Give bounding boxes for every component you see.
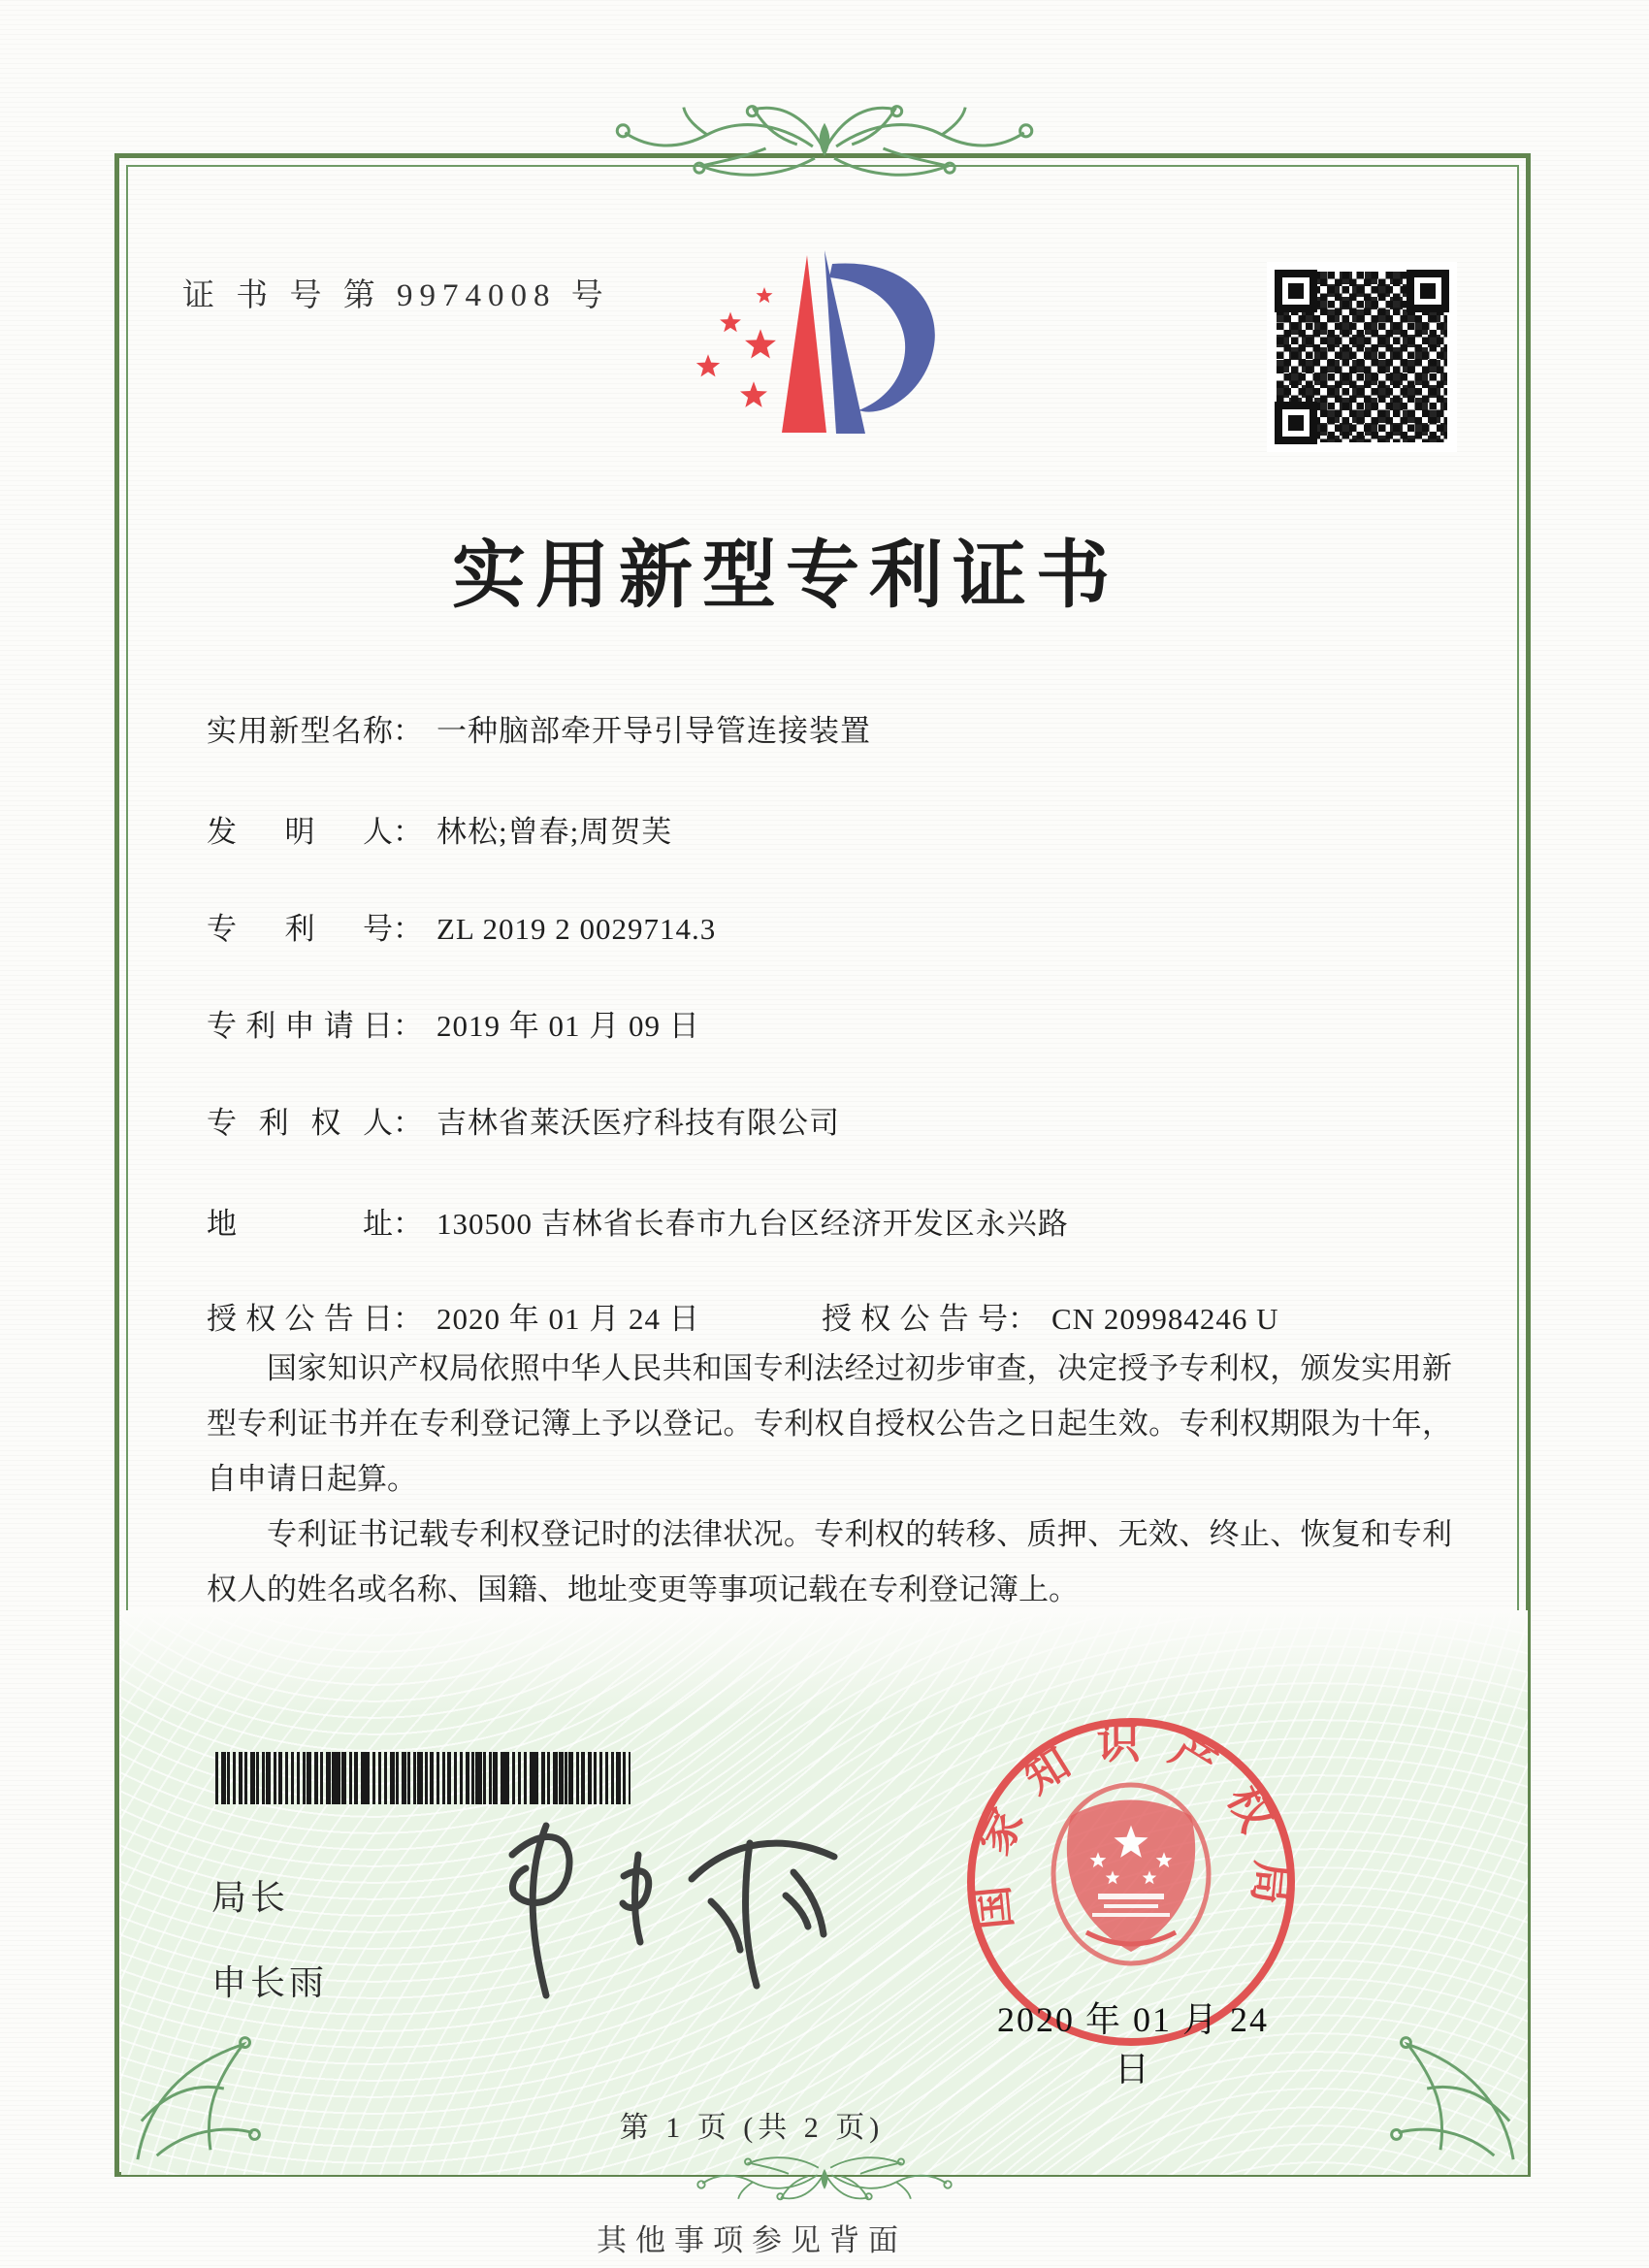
field-patentee [207,1098,840,1142]
field-grant-row [207,1294,1468,1338]
certificate-number: 证 书 号 第 9974008 号 [182,278,610,313]
top-flourish-ornament-icon [590,87,1059,215]
cnipa-logo-icon [669,243,960,468]
qr-code-icon [1267,262,1457,452]
field-address [207,1199,1069,1243]
field-label: 发明人 [207,815,393,849]
field-label: 专利申请日 [207,1009,393,1043]
page-number: 第 1 页 (共 2 页) [619,2112,885,2144]
field-value: 吉林省莱沃医疗科技有限公司 [436,1106,840,1140]
field-label: 实用新型名称 [207,714,393,748]
field-value: ZL 2019 2 0029714.3 [436,912,717,946]
field-label: 地址 [207,1207,393,1241]
qr-finder-top-left [1275,270,1317,312]
field-label: 专利权人 [207,1106,393,1140]
field-inventors [207,807,672,851]
handwritten-signature-icon [454,1797,852,2025]
field-value: 2020 年 01 月 24 日 [436,1302,700,1336]
field-value: 2019 年 01 月 09 日 [436,1009,700,1043]
field-value: 130500 吉林省长春市九台区经济开发区永兴路 [436,1207,1069,1241]
grant-date-stamp: 2020 年 01 月 24 日 [996,2000,1269,2089]
back-side-note: 其他事项参见背面 [597,2223,907,2257]
qr-finder-bottom-left [1275,402,1317,444]
field-colon: ： [393,1302,423,1336]
field-filing-date [207,1001,700,1045]
director-title: 局长 [211,1878,290,1917]
field-colon: ： [393,912,423,946]
field-value: 一种脑部牵开导引导管连接装置 [436,714,871,748]
certificate-title: 实用新型专利证书 [452,535,1119,617]
legal-paragraph-2: 专利证书记载专利权登记时的法律状况。专利权的转移、质押、无效、终止、恢复和专利权人的姓名或名称、国籍、地址变更等事项记载在专利登记簿上。 [207,1517,1452,1606]
legal-text-block [207,1341,1452,1617]
field-utility-model-name [207,706,871,750]
field-colon: ： [393,815,423,849]
legal-paragraph-1: 国家知识产权局依照中华人民共和国专利法经过初步审查，决定授予专利权，颁发实用新型专利证书并在专利登记簿上予以登记。专利权自授权公告之日起生效。专利权期限为十年，自申请日起算。 [207,1351,1452,1496]
field-value: 林松;曾春;周贺芙 [436,815,673,849]
field-colon: ： [393,1106,423,1140]
field-colon: ： [1008,1302,1038,1336]
field-value: CN 209984246 U [1051,1302,1279,1336]
field-label: 授权公告日 [207,1302,393,1336]
seal-ring-text: 国家知识产权局 [965,1718,1297,1932]
field-colon: ： [393,714,423,748]
qr-finder-top-right [1406,270,1449,312]
national-emblem [1053,1785,1209,1963]
field-colon: ： [393,1207,423,1241]
qr-modules [1277,272,1447,442]
field-label: 授权公告号 [822,1302,1008,1336]
field-colon: ： [393,1009,423,1043]
field-label: 专利号 [207,912,393,946]
director-name: 申长雨 [211,1963,329,2002]
field-patent-number [207,904,716,948]
field-grant-number [822,1294,1278,1338]
